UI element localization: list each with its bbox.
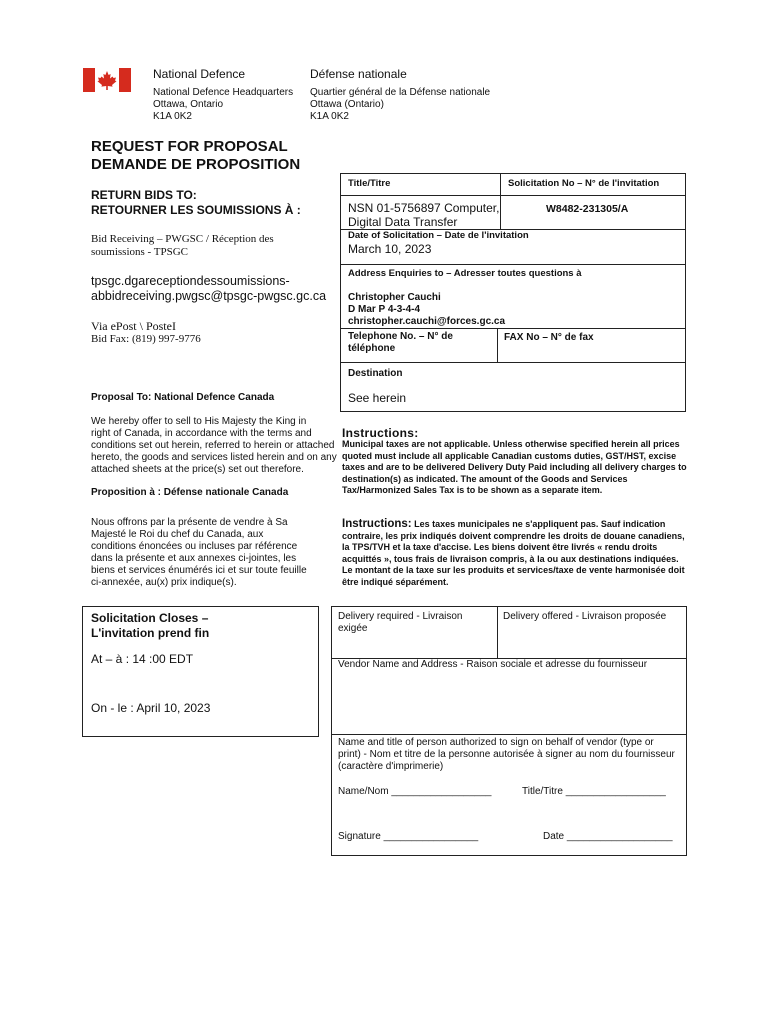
bid-fax: Bid Fax: (819) 997-9776 bbox=[91, 333, 201, 345]
name-field[interactable]: Name/Nom __________________ bbox=[338, 786, 492, 797]
contact: Christopher Cauchi D Mar P 4-3-4-4 christopher.cauchi@forces.gc.ca bbox=[348, 292, 506, 327]
address-label: Address Enquiries to – Adresser toutes questions à bbox=[348, 268, 582, 279]
org-address-fr: Quartier général de la Défense nationale Ottawa (Ontario) K1A 0K2 bbox=[310, 87, 491, 122]
destination-value: See herein bbox=[348, 391, 407, 405]
bid-via: Via ePost \ PosteI bbox=[91, 319, 176, 333]
proposal-text-fr: Nous offrons par la présente de vendre à Sa Majesté le Roi du chef du Canada, aux conditions énoncées ou incluses par référence dans la présente et aux annexes ci-jointes, les biens et services énumérés ici et sur toute feuille ci-annexée, au(x) prix indique(s). bbox=[91, 517, 307, 588]
title-fr: DEMANDE DE PROPOSITION bbox=[91, 156, 301, 173]
proposal-to-en: Proposal To: National Defence Canada bbox=[91, 392, 275, 403]
date-label: Date of Solicitation – Date de l'invitation bbox=[348, 230, 529, 241]
canada-flag bbox=[83, 68, 131, 92]
vendor-name-address: Vendor Name and Address - Raison sociale et adresse du fournisseur bbox=[338, 659, 648, 670]
bid-receiving: Bid Receiving – PWGSC / Réception des soumissions - TPSGC bbox=[91, 233, 274, 258]
proposal-text-en: We hereby offer to sell to His Majesty the King in right of Canada, in accordance with the terms and conditions set out herein, referred to herein or attached hereto, the goods and services listed herein and on any attached sheets at the price(s) set out therefore. bbox=[91, 416, 337, 475]
delivery-required: Delivery required - Livraison exigée bbox=[338, 611, 463, 634]
bid-email: tpsgc.dgareceptiondessoumissions- abbidreceiving.pwgsc@tpsgc-pwgsc.gc.ca bbox=[91, 274, 327, 303]
org-name-en: National Defence bbox=[153, 67, 246, 81]
instructions-text-en: Municipal taxes are not applicable. Unless otherwise specified herein all prices quoted must include all applicable Canadian customs duties, GST/HST, excise taxes and are to be delivered Delivery Duty Paid including all delivery charges to destination(s) as indicated. The amount of the Goods and Services Tax/Harmonized Sales Tax is to be shown as a separate item. bbox=[342, 439, 687, 496]
instructions-block-fr bbox=[342, 519, 688, 589]
vendor-box bbox=[331, 606, 687, 856]
date-value: March 10, 2023 bbox=[348, 242, 432, 256]
title-label: Title/Titre bbox=[348, 178, 391, 189]
instructions-text-fr: Les taxes municipales ne s'appliquent pas. Sauf indication contraire, les prix indiqués doivent comprendre les droits de douane canadiens, la TPS/TVH et la taxe d'accise. Les biens doivent être livrés « rendu droits acquittés », tous frais de livraison compris, à la ou aux destinations indiquées. Le montant de la taxe sur les produits et services/taxe de vente harmonisée doit être indiqué séparément. bbox=[342, 519, 685, 587]
closes-at: At – à : 14 :00 EDT bbox=[91, 652, 194, 666]
solicitation-value: W8482-231305/A bbox=[546, 203, 629, 215]
org-name-fr: Défense nationale bbox=[310, 67, 407, 81]
telephone-label: Telephone No. – N° de téléphone bbox=[348, 331, 453, 354]
closes-on: On - le : April 10, 2023 bbox=[91, 701, 211, 715]
destination-label: Destination bbox=[348, 368, 403, 379]
title-value: NSN 01-5756897 Computer, Digital Data Transfer bbox=[348, 201, 500, 229]
delivery-offered: Delivery offered - Livraison proposée bbox=[503, 611, 667, 622]
proposal-to-fr: Proposition à : Défense nationale Canada bbox=[91, 487, 289, 498]
fax-label: FAX No – N° de fax bbox=[504, 332, 594, 343]
solicitation-label: Solicitation No – N° de l'invitation bbox=[508, 178, 660, 189]
instructions-heading-en: Instructions: bbox=[342, 426, 419, 440]
instructions-heading-fr: Instructions: bbox=[342, 518, 412, 530]
signature-field[interactable]: Signature _________________ bbox=[338, 831, 479, 842]
closes-heading: Solicitation Closes – L'invitation prend fin bbox=[91, 611, 210, 640]
title-en: REQUEST FOR PROPOSAL bbox=[91, 138, 288, 155]
date-field[interactable]: Date ___________________ bbox=[543, 831, 673, 842]
org-address-en: National Defence Headquarters Ottawa, Ontario K1A 0K2 bbox=[153, 87, 294, 122]
return-bids-heading: RETURN BIDS TO: RETOURNER LES SOUMISSIONS À : bbox=[91, 188, 301, 217]
title-field[interactable]: Title/Titre __________________ bbox=[522, 786, 666, 797]
authorized-person: Name and title of person authorized to sign on behalf of vendor (type or print) - Nom et titre de la personne autorisée à signer au nom du fournisseur (caractère d'imprimerie) bbox=[338, 737, 675, 772]
